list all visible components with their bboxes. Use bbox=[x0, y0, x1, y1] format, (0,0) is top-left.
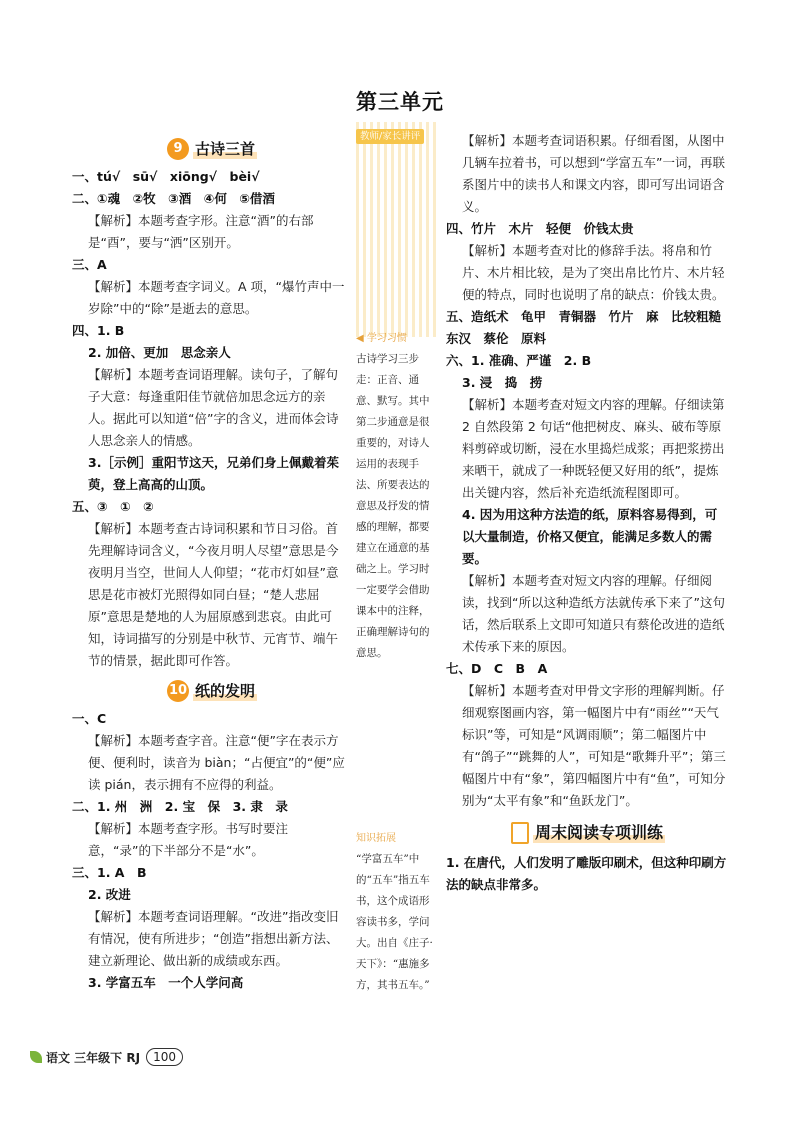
lesson-10-heading bbox=[72, 678, 350, 704]
side-label: 教师/家长讲评 bbox=[356, 129, 424, 144]
side-note-teacher bbox=[356, 126, 434, 147]
explanation: 【解析】本题考查字词义。A 项，“爆竹声中一岁除”中的“除”是逝去的意思。 bbox=[88, 279, 345, 316]
answer-line: 五、造纸术 龟甲 青铜器 竹片 麻 比较粗糙 东汉 蔡伦 原料 bbox=[446, 309, 734, 346]
explanation: 【解析】本题考查词语理解。“改进”指改变旧有情况，使有所进步；“创造”指想出新方法、建立新理论、做出新的成绩或东西。 bbox=[88, 909, 339, 968]
side-note-habit bbox=[356, 328, 434, 664]
page-footer bbox=[30, 1048, 183, 1066]
explanation: 【解析】本题考查对短文内容的理解。仔细阅读，找到“所以这种造纸方法就传承下来了”这句话，然后联系上文即可知道只有蔡伦改进的造纸术传承下来的原因。 bbox=[462, 573, 725, 654]
page-number: 100 bbox=[146, 1048, 183, 1066]
side-stripe-decoration bbox=[356, 122, 436, 337]
scroll-icon bbox=[511, 822, 529, 844]
explanation: 【解析】本题考查词语理解。读句子，了解句子大意：每逢重阳佳节就倍加思念远方的亲人。据此可以知道“倍”字的含义，进而体会诗人思念亲人的情感。 bbox=[88, 367, 339, 448]
answer-line: 2. 加倍、更加 思念亲人 bbox=[88, 345, 231, 360]
explanation: 【解析】本题考查字形。注意“酒”的右部是“酉”，要与“洒”区别开。 bbox=[88, 213, 314, 250]
lesson-number-badge: 10 bbox=[167, 680, 189, 702]
answer-line: 3. 学富五车 一个人学问高 bbox=[88, 975, 244, 990]
explanation: 【解析】本题考查对比的修辞手法。将帛和竹片、木片相比较，是为了突出帛比竹片、木片轻便的特点，同时也说明了帛的缺点：价钱太贵。 bbox=[462, 243, 725, 302]
answer-line: 1. 在唐代，人们发明了雕版印刷术，但这种印刷方法的缺点非常多。 bbox=[446, 855, 727, 892]
lesson-9-heading bbox=[72, 136, 350, 162]
side-label: 知识拓展 bbox=[356, 833, 396, 844]
explanation: 【解析】本题考查对甲骨文字形的理解判断。仔细观察图画内容，第一幅图片中有“雨丝”“天气标识”等，可知是“风调雨顺”；第二幅图片中有“鸽子”“跳舞的人”，可知是“歌舞升平”；第三幅图片中有“象”，第四幅图片中有“鱼”，可知分别为“太平有象”和“鱼跃龙门”。 bbox=[462, 683, 726, 808]
answer-line: 3.［示例］重阳节这天，兄弟们身上佩戴着茱萸，登上高高的山顶。 bbox=[88, 455, 339, 492]
right-column bbox=[446, 130, 734, 896]
explanation: 【解析】本题考查字形。书写时要注意，“录”的下半部分不是“水”。 bbox=[88, 821, 289, 858]
explanation: 【解析】本题考查古诗词积累和节日习俗。首先理解诗词含义，“今夜月明人尽望”意思是今夜明月当空，世间人人仰望；“花市灯如昼”意思是花市被灯光照得如同白昼；“楚人悲屈原”意思是楚地的人为屈原感到悲哀。由此可知，诗词描写的分别是中秋节、元宵节、端午节的情景，据此即可作答。 bbox=[88, 521, 339, 668]
answer-line: 三、1. A B bbox=[72, 865, 147, 880]
answer-line: 4. 因为用这种方法造的纸，原料容易得到，可以大量制造，价格又便宜，能满足多数人的需要。 bbox=[462, 507, 718, 566]
book-label: 语文 三年级下 RJ bbox=[46, 1050, 141, 1065]
leaf-icon bbox=[30, 1051, 42, 1063]
explanation: 【解析】本题考查词语积累。仔细看图，从图中几辆车拉着书，可以想到“学富五车”一词，再联系图片中的读书人和课文内容，即可写出词语含义。 bbox=[462, 133, 725, 214]
answer-line: 六、1. 准确、严谨 2. B bbox=[446, 353, 592, 368]
page-title: 第三单元 bbox=[356, 89, 444, 114]
answer-line: 四、1. B bbox=[72, 323, 125, 338]
answer-line: 五、③ ① ② bbox=[72, 499, 154, 514]
answer-line: 一、C bbox=[72, 711, 107, 726]
answer-line: 3. 浸 捣 捞 bbox=[462, 375, 543, 390]
side-note-extension bbox=[356, 828, 434, 996]
answer-line: 2. 改进 bbox=[88, 887, 131, 902]
lesson-number-badge: 9 bbox=[167, 138, 189, 160]
answer-line: 七、D C B A bbox=[446, 661, 548, 676]
weekly-reading-heading bbox=[446, 822, 728, 844]
explanation: 【解析】本题考查对短文内容的理解。仔细读第 2 自然段第 2 句话“他把树皮、麻头、破布等原料剪碎或切断，浸在水里捣烂成浆；再把浆捞出来晒干，就成了一种既轻便又好用的纸”，提炼出关键内容，然后补充造纸流程图即可。 bbox=[462, 397, 725, 500]
lesson-title: 古诗三首 bbox=[194, 140, 255, 158]
side-text: 古诗学习三步走：正音、通意、默写。其中第二步通意是很重要的，对诗人运用的表现手法、所要表达的意思及抒发的情感的理解，都要建立在通意的基础之上。学习时一定要学会借助课本中的注释，正确理解诗句的意思。 bbox=[356, 353, 430, 659]
left-column bbox=[72, 134, 350, 994]
weekly-reading-title: 周末阅读专项训练 bbox=[534, 823, 663, 842]
side-text: “学富五车”中的“五车”指五车书，这个成语形容读书多，学问大。出自《庄子·天下》：“惠施多方，其书五车。” bbox=[356, 853, 433, 991]
answer-line: 二、①魂 ②牧 ③酒 ④何 ⑤借酒 bbox=[72, 191, 275, 206]
answer-line: 一、tú√ sū√ xiōng√ bèi√ bbox=[72, 169, 260, 184]
answer-line: 四、竹片 木片 轻便 价钱太贵 bbox=[446, 221, 634, 236]
explanation: 【解析】本题考查字音。注意“便”字在表示方便、便利时，读音为 biàn；“占便宜”的“便”应读 pián，表示拥有不应得的利益。 bbox=[88, 733, 345, 792]
side-label: ◀ 学习习惯 bbox=[356, 333, 407, 344]
answer-line: 三、A bbox=[72, 257, 107, 272]
answer-line: 二、1. 州 洲 2. 宝 保 3. 隶 录 bbox=[72, 799, 288, 814]
lesson-title: 纸的发明 bbox=[194, 682, 255, 700]
